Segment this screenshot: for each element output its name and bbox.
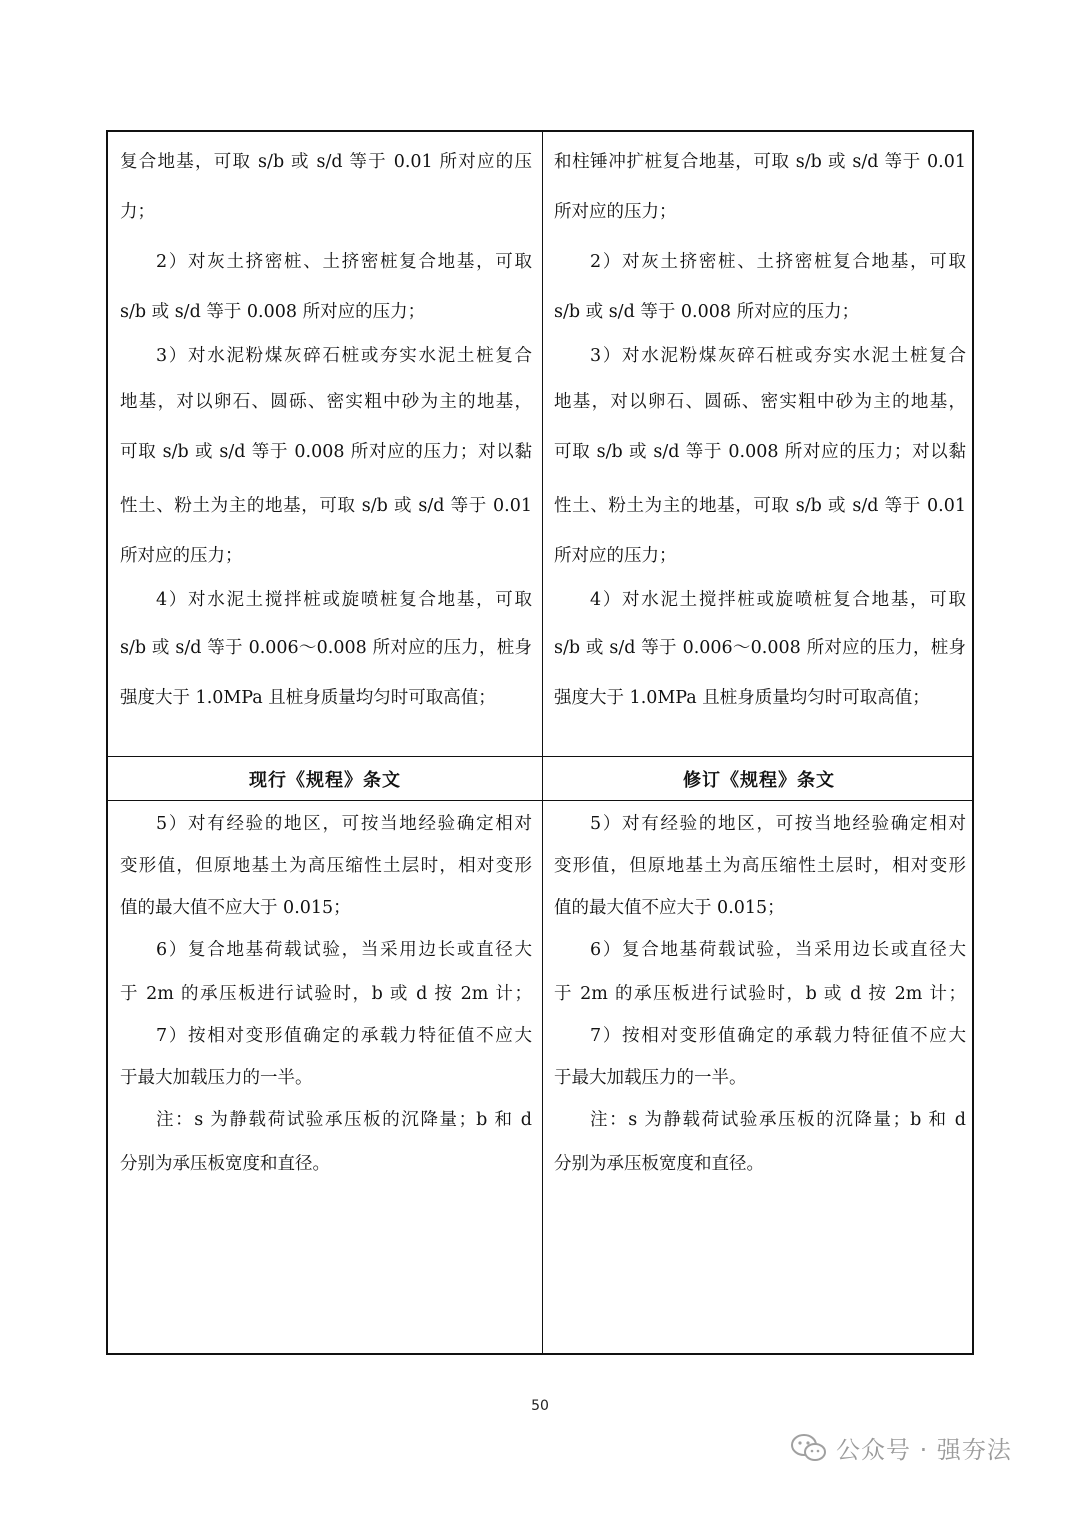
text-line: 2）对灰土挤密桩、土挤密桩复合地基，可取 [590,252,966,272]
text-line: s/b 或 s/d 等于 0.006～0.008 所对应的压力，桩身 [554,638,966,658]
text-line: 所对应的压力； [120,546,243,566]
text-line: 地基，对以卵石、圆砾、密实粗中砂为主的地基， [120,392,532,412]
wechat-icon [790,1432,828,1464]
text-line: 可取 s/b 或 s/d 等于 0.008 所对应的压力；对以黏 [554,442,966,462]
text-line: 于 2m 的承压板进行试验时，b 或 d 按 2m 计； [554,984,966,1004]
text-line: s/b 或 s/d 等于 0.008 所对应的压力； [120,302,426,322]
text-line: 性土、粉土为主的地基，可取 s/b 或 s/d 等于 0.01 [554,496,966,516]
text-line: 5）对有经验的地区，可按当地经验确定相对 [590,814,966,834]
text-line: 复合地基，可取 s/b 或 s/d 等于 0.01 所对应的压 [120,152,532,172]
text-line: 4）对水泥土搅拌桩或旋喷桩复合地基，可取 [590,590,966,610]
header-revised-cell [544,758,974,800]
text-line: 6）复合地基荷载试验，当采用边长或直径大 [156,940,532,960]
text-line: 地基，对以卵石、圆砾、密实粗中砂为主的地基， [554,392,966,412]
text-line: 3）对水泥粉煤灰碎石桩或夯实水泥土桩复合 [156,346,532,366]
text-line: 变形值，但原地基土为高压缩性土层时，相对变形 [554,856,966,876]
header-revised-label: 修订《规程》条文 [683,770,835,791]
page-number: 50 [531,1398,549,1414]
comparison-table [106,130,974,1355]
text-line: 3）对水泥粉煤灰碎石桩或夯实水泥土桩复合 [590,346,966,366]
text-line: 6）复合地基荷载试验，当采用边长或直径大 [590,940,966,960]
header-current-label: 现行《规程》条文 [249,770,401,791]
text-line: 强度大于 1.0MPa 且桩身质量均匀时可取高值； [554,688,930,708]
watermark-text: 公众号 · 强夯法 [836,1436,1012,1464]
text-line: 值的最大值不应大于 0.015； [554,898,785,918]
text-line: 值的最大值不应大于 0.015； [120,898,351,918]
text-line: 7）按相对变形值确定的承载力特征值不应大 [156,1026,532,1046]
text-line: 可取 s/b 或 s/d 等于 0.008 所对应的压力；对以黏 [120,442,532,462]
text-line: 注：s 为静载荷试验承压板的沉降量；b 和 d [156,1110,532,1130]
column-divider [542,132,543,1353]
text-line: 所对应的压力； [554,546,677,566]
text-line: s/b 或 s/d 等于 0.006～0.008 所对应的压力，桩身 [120,638,532,658]
row-divider [108,756,972,757]
row-divider [108,800,972,801]
text-line: 2）对灰土挤密桩、土挤密桩复合地基，可取 [156,252,532,272]
text-line: 分别为承压板宽度和直径。 [554,1154,764,1174]
watermark [790,1430,1012,1465]
text-line: 和柱锤冲扩桩复合地基，可取 s/b 或 s/d 等于 0.01 [554,152,966,172]
text-line: 注：s 为静载荷试验承压板的沉降量；b 和 d [590,1110,966,1130]
text-line: 变形值，但原地基土为高压缩性土层时，相对变形 [120,856,532,876]
text-line: 所对应的压力； [554,202,677,222]
text-line: 性土、粉土为主的地基，可取 s/b 或 s/d 等于 0.01 [120,496,532,516]
text-line: 强度大于 1.0MPa 且桩身质量均匀时可取高值； [120,688,496,708]
text-line: 力； [120,202,155,222]
header-current-cell [108,758,542,800]
text-line: 于 2m 的承压板进行试验时，b 或 d 按 2m 计； [120,984,532,1004]
text-line: 4）对水泥土搅拌桩或旋喷桩复合地基，可取 [156,590,532,610]
text-line: 于最大加载压力的一半。 [554,1068,747,1088]
text-line: 于最大加载压力的一半。 [120,1068,313,1088]
text-line: 7）按相对变形值确定的承载力特征值不应大 [590,1026,966,1046]
text-line: 分别为承压板宽度和直径。 [120,1154,330,1174]
text-line: 5）对有经验的地区，可按当地经验确定相对 [156,814,532,834]
text-line: s/b 或 s/d 等于 0.008 所对应的压力； [554,302,860,322]
